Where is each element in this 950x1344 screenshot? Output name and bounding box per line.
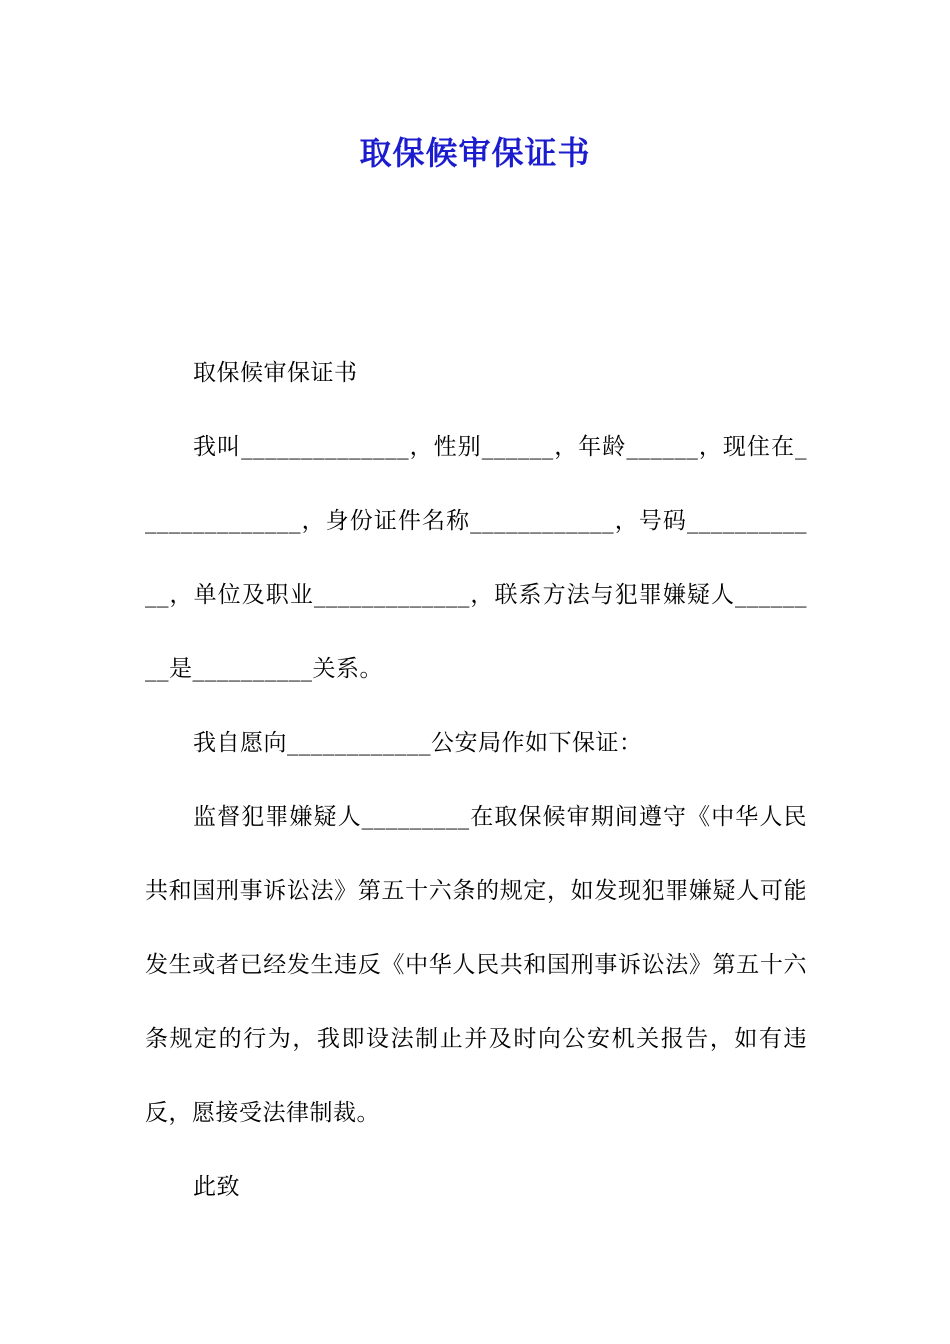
document-body [145, 336, 807, 1224]
document-title: 取保候审保证书 [359, 134, 591, 172]
closing-salutation: 此致 [193, 1174, 240, 1200]
body-heading: 取保候审保证书 [193, 360, 358, 386]
supervision-paragraph: 监督犯罪嫌疑人_________在取保候审期间遵守《中华人民共和国刑事诉讼法》第五十六条的规定，如发现犯罪嫌疑人可能发生或者已经发生违反《中华人民共和国刑事诉讼法》第五十六条规定的行为，我即设法制止并及时向公安机关报告，如有违反，愿接受法律制裁。 [145, 804, 807, 1126]
personal-info-paragraph: 我叫______________，性别______，年龄______，现住在______________，身份证件名称____________，号码____________，单位及职业_____________，联系方法与犯罪嫌疑人________是__________关系。 [145, 434, 807, 682]
pledge-intro-paragraph: 我自愿向____________公安局作如下保证： [193, 730, 643, 756]
